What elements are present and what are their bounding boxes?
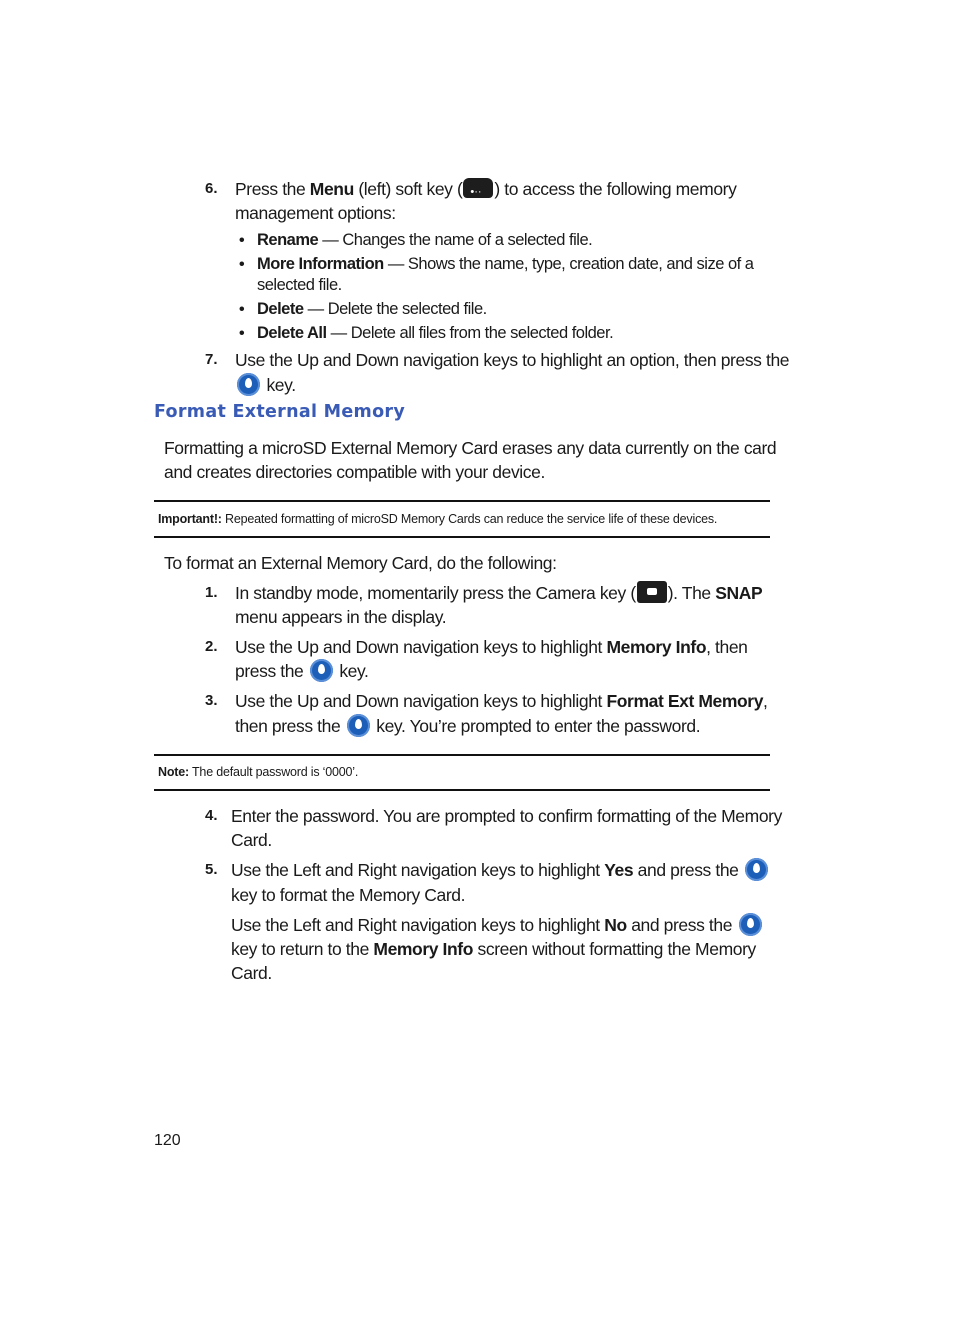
step-1-line-2: menu appears in the display. — [235, 607, 447, 627]
divider — [154, 754, 770, 756]
bullet-icon: • — [239, 325, 245, 342]
bullet-icon: • — [239, 301, 245, 318]
step-5b-line-2: key to return to the Memory Info screen without formatting the Memory — [231, 939, 756, 959]
step-3-line-1: Use the Up and Down navigation keys to highlight Format Ext Memory, — [235, 691, 768, 711]
step-6-line-2: management options: — [235, 203, 396, 223]
ok-key-icon — [347, 714, 370, 737]
step-5b-line-1: Use the Left and Right navigation keys to highlight No and press the — [231, 913, 764, 938]
intro-line-1: Formatting a microSD External Memory Card erases any data currently on the card — [164, 438, 777, 458]
ok-key-icon — [739, 913, 762, 936]
step-5-line-1: Use the Left and Right navigation keys to highlight Yes and press the — [231, 858, 770, 883]
intro-line-2: and creates directories compatible with your device. — [164, 462, 545, 482]
bullet-icon: • — [239, 256, 245, 273]
step-number: 2. — [205, 638, 218, 655]
step-2-line-1: Use the Up and Down navigation keys to highlight Memory Info, then — [235, 637, 748, 657]
ok-key-icon — [745, 858, 768, 881]
divider — [154, 500, 770, 502]
option-delete-all: Delete All — Delete all files from the selected folder. — [257, 324, 614, 342]
option-rename: Rename — Changes the name of a selected file. — [257, 231, 593, 249]
step-number: 5. — [205, 861, 218, 878]
step-6-line-1: Press the Menu (left) soft key (•·· ) to access the following memory — [235, 177, 736, 201]
step-number: 4. — [205, 807, 218, 824]
divider — [154, 536, 770, 538]
step-4-line-1: Enter the password. You are prompted to confirm formatting of the Memory — [231, 806, 782, 826]
bullet-icon: • — [239, 232, 245, 249]
step-5-line-2: key to format the Memory Card. — [231, 885, 466, 905]
option-more-information: More Information — Shows the name, type, creation date, and size of a — [257, 255, 754, 273]
step-number: 6. — [205, 180, 218, 197]
lead-text: To format an External Memory Card, do the following: — [164, 553, 557, 573]
step-4-line-2: Card. — [231, 830, 272, 850]
step-number: 1. — [205, 584, 218, 601]
step-3-line-2: then press the key. You’re prompted to enter the password. — [235, 714, 700, 739]
step-7-line-2: key. — [235, 373, 296, 398]
step-5b-line-3: Card. — [231, 963, 272, 983]
page-number: 120 — [154, 1132, 181, 1149]
ok-key-icon — [310, 659, 333, 682]
step-number: 7. — [205, 351, 218, 368]
step-1-line-1: In standby mode, momentarily press the Camera key ( ). The SNAP — [235, 583, 763, 603]
ok-key-icon — [237, 373, 260, 396]
menu-term: Menu — [309, 179, 354, 199]
option-delete: Delete — Delete the selected file. — [257, 300, 487, 318]
note: Note: The default password is ‘0000’. — [158, 765, 359, 779]
step-7-line-1: Use the Up and Down navigation keys to highlight an option, then press the — [235, 350, 790, 370]
section-title: Format External Memory — [154, 402, 406, 422]
step-2-line-2: press the key. — [235, 659, 369, 684]
left-soft-key-icon — [463, 178, 493, 198]
step-number: 3. — [205, 692, 218, 709]
important-note: Important!: Repeated formatting of microSD Memory Cards can reduce the service life of these devices. — [158, 512, 718, 526]
option-more-information-cont: selected file. — [257, 276, 342, 294]
camera-key-icon — [637, 581, 667, 603]
divider — [154, 789, 770, 791]
